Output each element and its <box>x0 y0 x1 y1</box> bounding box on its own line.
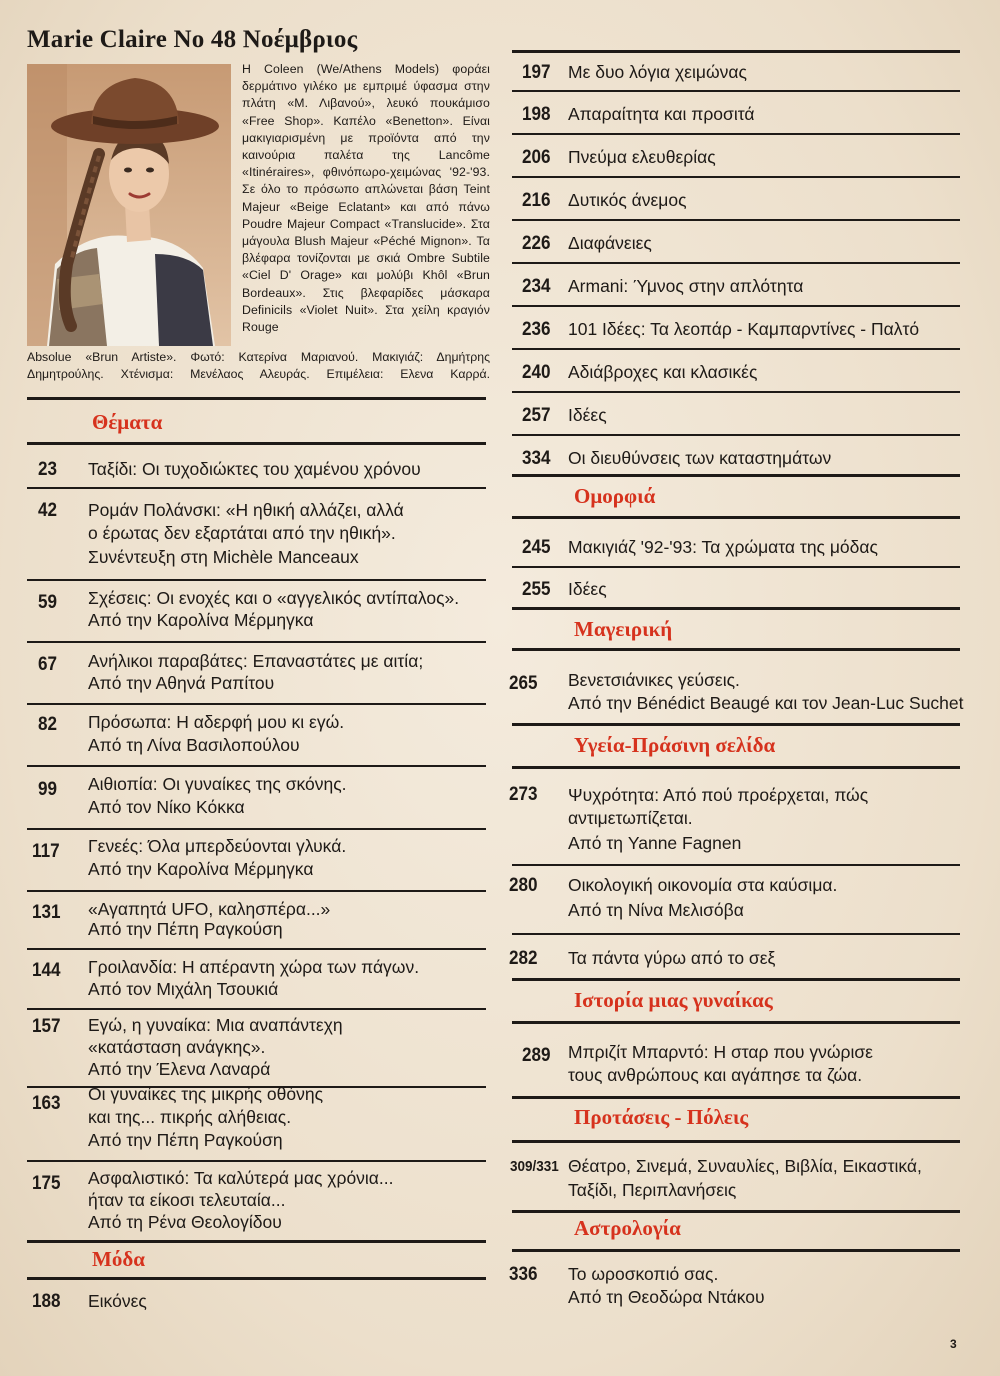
toc-entry-text: ήταν τα είκοσι τελευταία... <box>88 1190 286 1210</box>
toc-page-number: 255 <box>522 579 551 600</box>
divider <box>27 397 486 400</box>
toc-entry-text: Αιθιοπία: Οι γυναίκες της σκόνης. <box>88 774 347 794</box>
toc-entry-text: Απαραίτητα και προσιτά <box>568 104 755 124</box>
divider <box>512 305 960 307</box>
toc-page-number: 59 <box>38 592 58 613</box>
toc-entry-text: Διαφάνειες <box>568 233 652 253</box>
toc-entry-text: Armani: Ύμνος στην απλότητα <box>568 276 804 296</box>
toc-page-number: 282 <box>509 948 538 969</box>
toc-page-number: 280 <box>509 875 538 896</box>
section-heading-cooking: Μαγειρική <box>574 617 673 641</box>
toc-entry-text: Οικολογική οικονομία στα καύσιμα. <box>568 875 838 895</box>
toc-entry-text: και της... πικρής αλήθειας. <box>88 1107 292 1127</box>
toc-entry-text: Εγώ, η γυναίκα: Μια αναπάντεχη <box>88 1015 343 1035</box>
toc-entry-text: Με δυο λόγια χειμώνας <box>568 62 747 82</box>
toc-entry-text: Ταξίδι, Περιπλανήσεις <box>568 1180 737 1200</box>
toc-entry-text: Από την Καρολίνα Μέρμηγκα <box>88 610 314 630</box>
toc-entry-text: Αδιάβροχες και κλασικές <box>568 362 758 382</box>
toc-entry-text: Σχέσεις: Οι ενοχές και ο «αγγελικός αντίπαλος». <box>88 588 460 608</box>
toc-entry-text: Ανήλικοι παραβάτες: Επαναστάτες με αιτία; <box>88 651 424 671</box>
toc-page-number: 42 <box>38 500 58 521</box>
toc-page-number: 82 <box>38 714 58 735</box>
toc-page-number: 144 <box>32 960 61 981</box>
toc-entry-text: Μπριζίτ Μπαρντό: Η σταρ που γνώρισε <box>568 1042 873 1062</box>
section-heading-fashion: Μόδα <box>92 1247 145 1271</box>
toc-page-number: 197 <box>522 62 551 83</box>
toc-page-number: 23 <box>38 459 58 480</box>
toc-entry-text: Ταξίδι: Οι τυχοδιώκτες του χαμένου χρόνου <box>88 459 421 479</box>
divider <box>512 566 960 568</box>
toc-page-number: 216 <box>522 190 551 211</box>
toc-entry-text: Τα πάντα γύρω από το σεξ <box>568 948 776 968</box>
divider <box>512 474 960 477</box>
toc-page-number: 236 <box>522 319 551 340</box>
toc-entry-text: Ψυχρότητα: Από πού προέρχεται, πώς <box>568 785 869 805</box>
toc-entry-text: Πνεύμα ελευθερίας <box>568 147 716 167</box>
toc-entry-text: Από τη Yanne Fagnen <box>568 833 742 853</box>
toc-page-number: 117 <box>32 841 60 862</box>
divider <box>27 487 486 489</box>
toc-page-number: 99 <box>38 779 58 800</box>
section-heading-proposals: Προτάσεις - Πόλεις <box>574 1105 749 1129</box>
toc-page-number: 245 <box>522 537 551 558</box>
toc-page-number: 188 <box>32 1291 61 1312</box>
divider <box>512 262 960 264</box>
divider <box>512 176 960 178</box>
toc-entry-text: Από την Αθηνά Ραπίτου <box>88 673 275 693</box>
divider <box>512 864 960 866</box>
toc-entry-text: Μακιγιάζ '92-'93: Τα χρώματα της μόδας <box>568 537 878 557</box>
toc-entry-text: αντιμετωπίζεται. <box>568 808 693 828</box>
toc-entry-text: Εικόνες <box>88 1291 147 1311</box>
toc-page-number: 334 <box>522 448 551 469</box>
divider <box>512 648 960 651</box>
cover-model-illustration <box>27 64 231 346</box>
toc-page-number: 265 <box>509 673 538 694</box>
toc-entry-text: Οι γυναίκες της μικρής οθόνης <box>88 1084 324 1104</box>
divider <box>27 442 486 445</box>
toc-page-number: 206 <box>522 147 551 168</box>
toc-entry-text: «κατάσταση ανάγκης». <box>88 1037 266 1057</box>
section-heading-health: Υγεία-Πράσινη σελίδα <box>574 733 776 757</box>
toc-page-number: 273 <box>509 784 538 805</box>
divider <box>512 1210 960 1213</box>
toc-entry-text: «Αγαπητά UFO, καλησπέρα...» <box>88 899 331 919</box>
toc-entry-text: Το ωροσκοπιό σας. <box>568 1264 719 1284</box>
divider <box>512 933 960 935</box>
toc-page-number: 234 <box>522 276 551 297</box>
divider <box>27 890 486 892</box>
toc-entry-text: Από τη Νίνα Μελισόβα <box>568 900 744 920</box>
toc-page-number: 67 <box>38 654 58 675</box>
divider <box>27 579 486 581</box>
divider <box>512 50 960 53</box>
divider <box>27 948 486 950</box>
divider <box>512 766 960 769</box>
divider <box>512 978 960 981</box>
divider <box>27 641 486 643</box>
toc-entry-text: Οι διευθύνσεις των καταστημάτων <box>568 448 832 468</box>
toc-entry-text: Συνέντευξη στη Michèle Manceaux <box>88 547 359 567</box>
toc-page-number: 131 <box>32 902 61 923</box>
divider <box>512 348 960 350</box>
divider <box>512 434 960 436</box>
toc-entry-text: Γενεές: Όλα μπερδεύονται γλυκά. <box>88 836 347 856</box>
section-heading-story: Ιστορία μιας γυναίκας <box>574 988 773 1012</box>
toc-entry-text: Από την Πέπη Ραγκούση <box>88 919 283 939</box>
toc-entry-text: Πρόσωπα: Η αδερφή μου κι εγώ. <box>88 712 345 732</box>
divider <box>27 828 486 830</box>
toc-entry-text: Από την Bénédict Beaugé και τον Jean-Luc Suchet <box>568 693 964 713</box>
toc-entry-text: ο έρωτας δεν εξαρτάται από την ηθική». <box>88 523 396 543</box>
toc-page-number: 336 <box>509 1264 538 1285</box>
toc-page-number: 163 <box>32 1093 61 1114</box>
page-number: 3 <box>950 1337 957 1351</box>
divider <box>27 1008 486 1010</box>
toc-page-number: 289 <box>522 1045 551 1066</box>
divider <box>27 1240 486 1243</box>
divider <box>512 133 960 135</box>
cover-caption: Η Coleen (We/Athens Models) φοράει δερμάτινο γιλέκο με εμπριμέ ύφασμα στην πλάτη «Μ. Λιβανού», λευκό πουκάμισο «Free Shop». Καπέλο «Benetton». Είναι μακιγιαρισμένη με προϊόντα από την καινούρια παλέτα της Lancôme «Itinéraires», φθινόπωρο-χειμώνας '92-'93. Σε όλο το πρόσωπο απλώνεται βάση Teint Majeur «Beige Eclatant» και από πάνω Poudre Majeur Compact «Translucide». Στα μάγουλα Blush Majeur «Péché Mignon». Τα βλέφαρα τονίζονται με σκιά Ombre Subtile «Ciel D' Orage» και μολύβι Khôl «Brun Bordeaux». Στις βλεφαρίδες μάσκαρα Definicils «Violet Nuit». Στα χείλη κραγιόν Rouge <box>242 62 490 335</box>
divider <box>512 607 960 610</box>
divider <box>512 219 960 221</box>
divider <box>27 765 486 767</box>
toc-entry-text: Ρομάν Πολάνσκι: «Η ηθική αλλάζει, αλλά <box>88 500 404 520</box>
toc-entry-text: Από την Καρολίνα Μέρμηγκα <box>88 859 314 879</box>
toc-entry-text: Θέατρο, Σινεμά, Συναυλίες, Βιβλία, Εικαστικά, <box>568 1156 922 1176</box>
toc-entry-text: Από την Έλενα Λαναρά <box>88 1059 271 1079</box>
cover-caption-credits: Absolue «Brun Artiste». Φωτό: Κατερίνα Μαριανού. Μακιγιάζ: Δημήτρης Δημητρούλης. Χτένισμα: Μενέλαος Αλευράς. Επιμέλεια: Ελενα Καρρά. <box>27 350 490 382</box>
divider <box>512 90 960 92</box>
toc-entry-text: Ασφαλιστικό: Τα καλύτερά μας χρόνια... <box>88 1168 394 1188</box>
toc-page-number: 309/331 <box>510 1158 559 1175</box>
toc-page-number: 257 <box>522 405 551 426</box>
toc-entry-text: Από την Πέπη Ραγκούση <box>88 1130 283 1150</box>
toc-page-number: 240 <box>522 362 551 383</box>
divider <box>512 1021 960 1024</box>
cover-photo <box>27 64 231 346</box>
divider <box>512 516 960 519</box>
toc-entry-text: τους ανθρώπους και αγάπησε τα ζώα. <box>568 1065 863 1085</box>
divider <box>512 1249 960 1252</box>
toc-entry-text: Βενετσιάνικες γεύσεις. <box>568 670 740 690</box>
toc-entry-text: Από τον Μιχάλη Τσουκιά <box>88 979 279 999</box>
toc-entry-text: Γροιλανδία: Η απέραντη χώρα των πάγων. <box>88 957 420 977</box>
toc-entry-text: Από τη Ρένα Θεολογίδου <box>88 1212 282 1232</box>
divider <box>27 703 486 705</box>
toc-entry-text: Από τη Θεοδώρα Ντάκου <box>568 1287 765 1307</box>
section-heading-astrology: Αστρολογία <box>574 1216 681 1240</box>
section-heading-beauty: Ομορφιά <box>574 484 656 508</box>
toc-page-number: 198 <box>522 104 551 125</box>
divider <box>512 391 960 393</box>
divider <box>512 1096 960 1099</box>
toc-entry-text: Από τον Νίκο Κόκκα <box>88 797 245 817</box>
toc-entry-text: Ιδέες <box>568 405 607 425</box>
toc-page-number: 226 <box>522 233 551 254</box>
divider <box>512 723 960 726</box>
toc-entry-text: Ιδέες <box>568 579 607 599</box>
toc-page-number: 175 <box>32 1173 61 1194</box>
toc-entry-text: 101 Ιδέες: Τα λεοπάρ - Καμπαρντίνες - Παλτό <box>568 319 920 339</box>
divider <box>512 1140 960 1143</box>
section-heading-themes: Θέματα <box>92 410 163 434</box>
toc-page-number: 157 <box>32 1016 61 1037</box>
magazine-issue-title: Marie Claire No 48 Νοέμβριος <box>27 26 358 53</box>
toc-entry-text: Από τη Λίνα Βασιλοπούλου <box>88 735 300 755</box>
divider <box>27 1160 486 1162</box>
divider <box>27 1277 486 1280</box>
toc-entry-text: Δυτικός άνεμος <box>568 190 687 210</box>
